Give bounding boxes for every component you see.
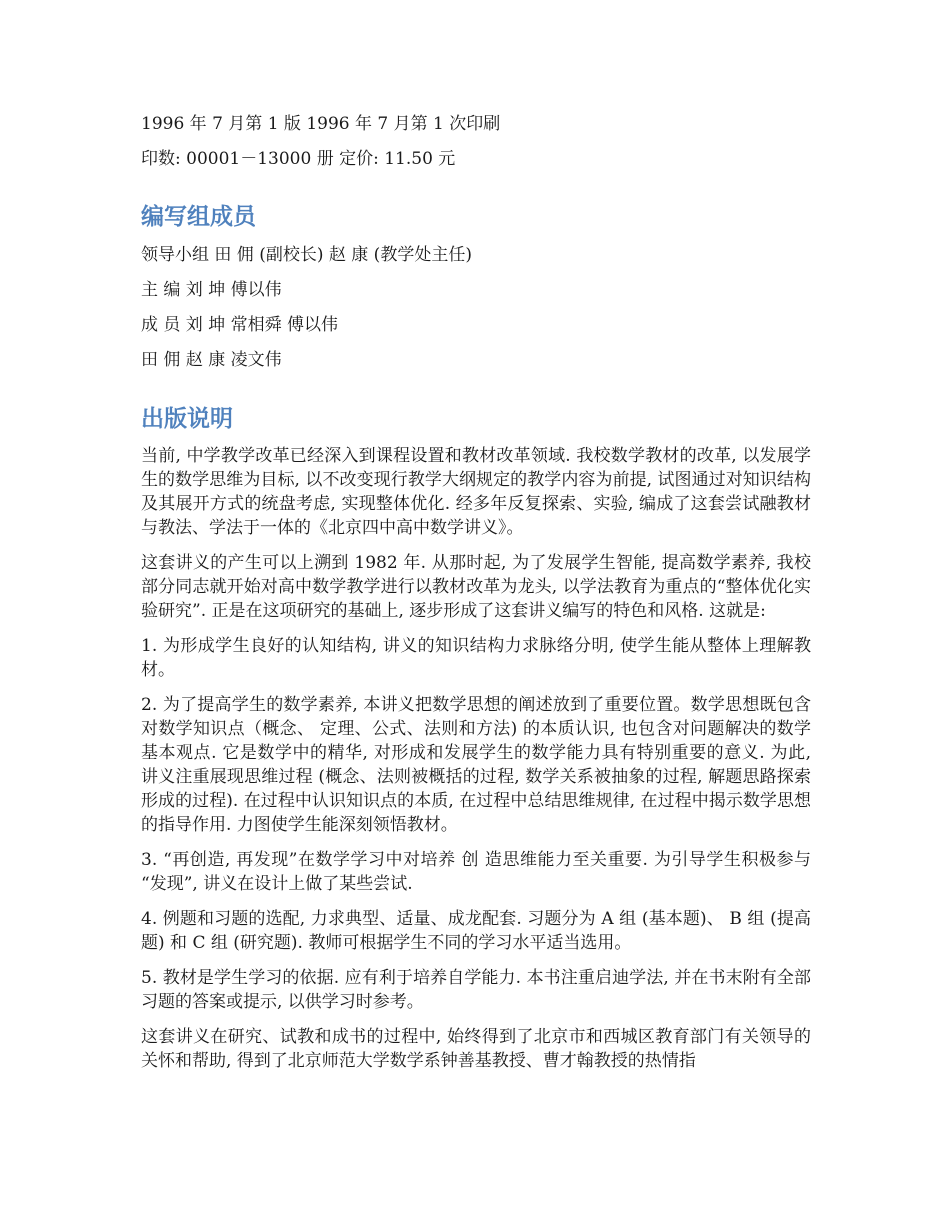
editorial-group-heading: 编写组成员 — [141, 204, 256, 230]
member-line-chief-editors: 主 编 刘 坤 傅以伟 — [141, 280, 282, 300]
edition-line: 1996 年 7 月第 1 版 1996 年 7 月第 1 次印刷 — [141, 114, 501, 134]
member-line-members-continued: 田 佣 赵 康 凌文伟 — [141, 350, 282, 370]
note-paragraph-intro: 当前, 中学教学改革已经深入到课程设置和教材改革领域. 我校数学教材的改革, 以发展学生的数学思维为目标, 以不改变现行教学大纲规定的教学内容为前提, 试图通过对知识结构及其展开方式的统盘考虑, 实现整体优化. 经多年反复探索、实验, 编成了这套尝试融教材与教法、学法于一体的《北京四中高中数学讲义》。 — [141, 446, 811, 538]
note-paragraph-point-1: 1. 为形成学生良好的认知结构, 讲义的知识结构力求脉络分明, 使学生能从整体上理解教材。 — [141, 636, 811, 680]
note-paragraph-point-2: 2. 为了提高学生的数学素养, 本讲义把数学思想的阐述放到了重要位置。数学思想既包含对数学知识点（概念、 定理、公式、法则和方法) 的本质认识, 也包含对问题解决的数学基本观点. 它是数学中的精华, 对形成和发展学生的数学能力具有特别重要的意义. 为此, 讲义注重展现思维过程 (概念、法则被概括的过程, 数学关系被抽象的过程, 解题思路探索形成的过程). 在过程中认识知识点的本质, 在过程中总结思维规律, 在过程中揭示数学思想的指导作用. 力图使学生能深刻领悟教材。 — [141, 695, 811, 835]
note-paragraph-point-3: 3. “再创造, 再发现”在数学学习中对培养 创 造思维能力至关重要. 为引导学生积极参与 “发现”, 讲义在设计上做了某些尝试. — [141, 850, 811, 894]
note-paragraph-point-4: 4. 例题和习题的选配, 力求典型、适量、成龙配套. 习题分为 A 组 (基本题)、 B 组 (提高题) 和 C 组 (研究题). 教师可根据学生不同的学习水平适当选用。 — [141, 909, 811, 953]
member-line-leaders: 领导小组 田 佣 (副校长) 赵 康 (教学处主任) — [141, 245, 472, 265]
note-paragraph-point-5: 5. 教材是学生学习的依据. 应有利于培养自学能力. 本书注重启迪学法, 并在书末附有全部习题的答案或提示, 以供学习时参考。 — [141, 968, 811, 1012]
note-paragraph-history: 这套讲义的产生可以上溯到 1982 年. 从那时起, 为了发展学生智能, 提高数学素养, 我校部分同志就开始对高中数学教学进行以教材改革为龙头, 以学法教育为重点的“整体优化实验研究”. 正是在这项研究的基础上, 逐步形成了这套讲义编写的特色和风格. 这就是: — [141, 553, 811, 621]
document-page — [141, 110, 811, 1084]
publication-note-heading: 出版说明 — [141, 406, 233, 432]
print-run-line: 印数: 00001－13000 册 定价: 11.50 元 — [141, 149, 456, 169]
member-line-members: 成 员 刘 坤 常相舜 傅以伟 — [141, 315, 339, 335]
note-paragraph-acknowledgement: 这套讲义在研究、试教和成书的过程中, 始终得到了北京市和西城区教育部门有关领导的关怀和帮助, 得到了北京师范大学数学系钟善基教授、曹才翰教授的热情指 — [141, 1027, 811, 1071]
